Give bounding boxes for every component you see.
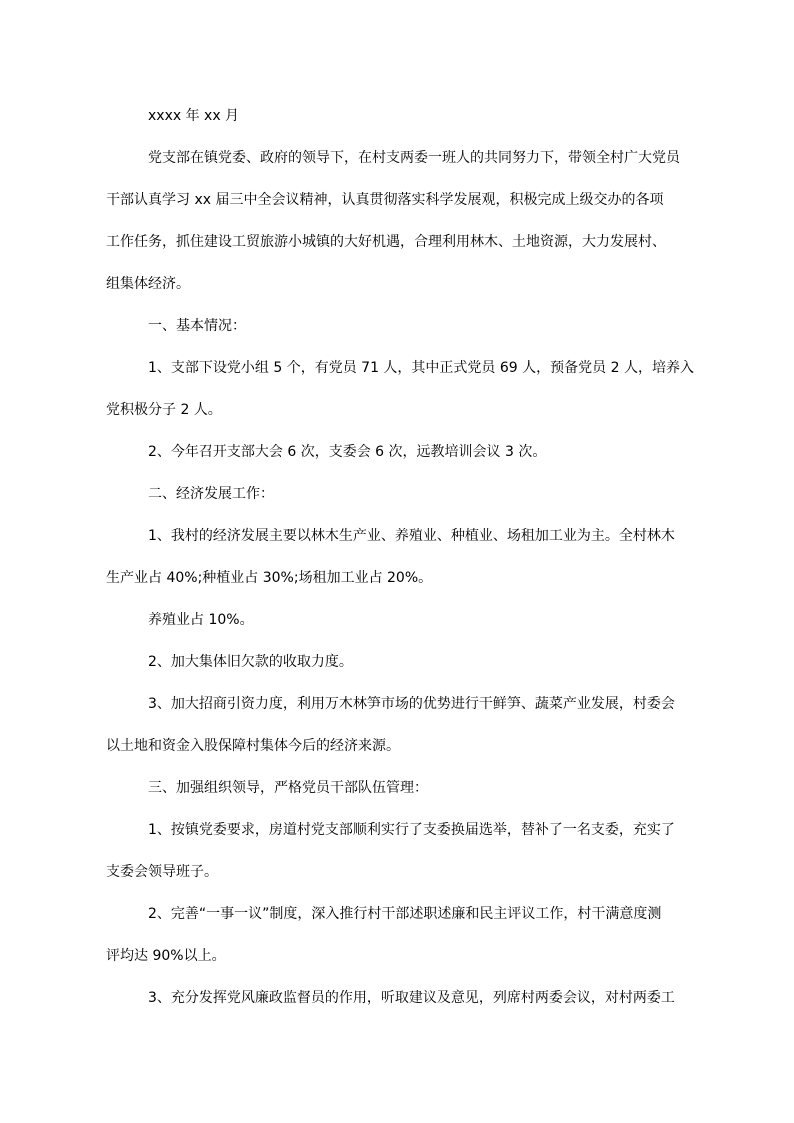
list-item-line: 3、充分发挥党风廉政监督员的作用，听取建议及意见，列席村两委会议，对村两委工	[148, 990, 675, 1006]
date-line: xxxx 年 xx 月	[148, 108, 240, 124]
list-item-line: 2、今年召开支部大会 6 次，支委会 6 次，远教培训会议 3 次。	[148, 444, 547, 460]
section-heading: 三、加强组织领导，严格党员干部队伍管理：	[148, 780, 428, 796]
list-item-line: 党积极分子 2 人。	[106, 402, 222, 418]
section-heading: 二、经济发展工作：	[148, 486, 274, 502]
list-item-line: 2、完善“一事一议”制度，深入推行村干部述职述廉和民主评议工作，村干满意度测	[148, 906, 662, 922]
section-heading: 一、基本情况：	[148, 318, 246, 334]
list-item-line: 3、加大招商引资力度，利用万木林笋市场的优势进行干鲜笋、蔬菜产业发展，村委会	[148, 696, 675, 712]
list-item-line: 1、按镇党委要求，房道村党支部顺利实行了支委换届选举，替补了一名支委，充实了	[148, 822, 675, 838]
list-item-line: 以土地和资金入股保障村集体今后的经济来源。	[106, 738, 400, 754]
list-item-line: 1、我村的经济发展主要以林木生产业、养殖业、种植业、场租加工业为主。全村林木	[148, 528, 675, 544]
list-item-line: 1、支部下设党小组 5 个，有党员 71 人，其中正式党员 69 人，预备党员 2 人，培养入	[148, 360, 694, 376]
paragraph-intro-line: 干部认真学习 xx 届三中全会议精神，认真贯彻落实科学发展观，积极完成上级交办的各项	[106, 192, 664, 208]
list-item-line: 2、加大集体旧欠款的收取力度。	[148, 654, 353, 670]
paragraph-intro-line: 工作任务，抓住建设工贸旅游小城镇的大好机遇，合理利用林木、土地资源，大力发展村、	[106, 234, 666, 250]
list-item-line: 生产业占 40%;种植业占 30%;场租加工业占 20%。	[106, 570, 433, 586]
list-item-line: 支委会领导班子。	[106, 864, 218, 880]
paragraph-intro-line: 组集体经济。	[106, 276, 190, 292]
paragraph-line: 养殖业占 10%。	[148, 612, 254, 628]
list-item-line: 评均达 90%以上。	[106, 948, 226, 964]
paragraph-intro-line: 党支部在镇党委、政府的领导下，在村支两委一班人的共同努力下，带领全村广大党员	[148, 150, 680, 166]
